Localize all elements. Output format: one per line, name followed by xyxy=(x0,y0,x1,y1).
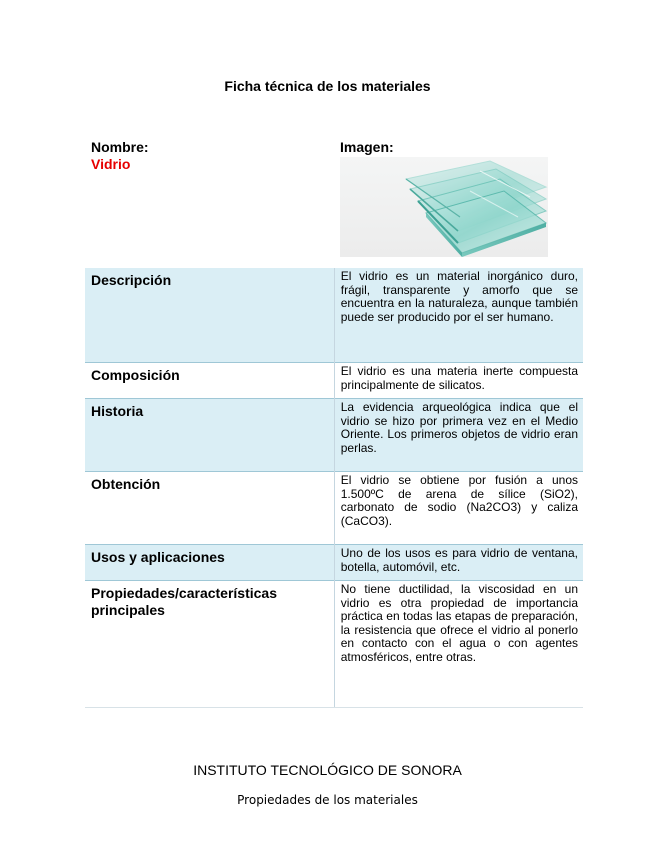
row-key-obtencion: Obtención xyxy=(91,476,161,492)
row-value-descripcion: El vidrio es un material inorgánico duro, frágil, transparente y amorfo que se encuentra en la naturaleza, aunque también puede ser producido por el ser humano. xyxy=(340,269,578,324)
nombre-section xyxy=(91,139,149,172)
row-key-composicion: Composición xyxy=(91,367,180,383)
row-key-usos: Usos y aplicaciones xyxy=(91,549,225,565)
row-value-propiedades: No tiene ductilidad, la viscosidad en un vidrio es otra propiedad de importancia práctica en todas las etapas de preparación, la resistencia que ofrece el vidrio al ponerlo en contacto con el agua o con agentes atmosféricos, entre otras. xyxy=(340,582,578,664)
material-properties-table xyxy=(85,268,583,708)
row-value-historia: La evidencia arqueológica indica que el vidrio se hizo por primera vez en el Medio Oriente. Los primeros objetos de vidrio eran perlas. xyxy=(340,400,578,455)
row-value-obtencion: El vidrio se obtiene por fusión a unos 1.500ºC de arena de sílice (SiO2), carbonato de sodio (Na2CO3) y caliza (CaCO3). xyxy=(340,473,578,528)
table-row xyxy=(85,363,583,399)
row-value-composicion: El vidrio es una materia inerte compuesta principalmente de silicatos. xyxy=(340,364,578,392)
nombre-label: Nombre: xyxy=(91,139,149,155)
glass-sheets-photo xyxy=(340,157,548,257)
table-row xyxy=(85,399,583,472)
footer-subtitle: Propiedades de los materiales xyxy=(237,793,418,807)
imagen-label: Imagen: xyxy=(340,139,394,155)
row-key-propiedades: Propiedades/características principales xyxy=(91,585,277,618)
table-row xyxy=(85,472,583,545)
table-row xyxy=(85,581,583,708)
institute-name: INSTITUTO TECNOLÓGICO DE SONORA xyxy=(193,762,462,778)
row-value-usos: Uno de los usos es para vidrio de ventana, botella, automóvil, etc. xyxy=(340,546,578,574)
nombre-value: Vidrio xyxy=(91,156,131,172)
row-key-descripcion: Descripción xyxy=(91,272,172,288)
table-row xyxy=(85,545,583,581)
table-row xyxy=(85,268,583,363)
row-key-historia: Historia xyxy=(91,403,144,419)
glass-sheets-illustration xyxy=(340,157,548,257)
document-title: Ficha técnica de los materiales xyxy=(224,78,431,94)
imagen-section xyxy=(340,139,394,155)
